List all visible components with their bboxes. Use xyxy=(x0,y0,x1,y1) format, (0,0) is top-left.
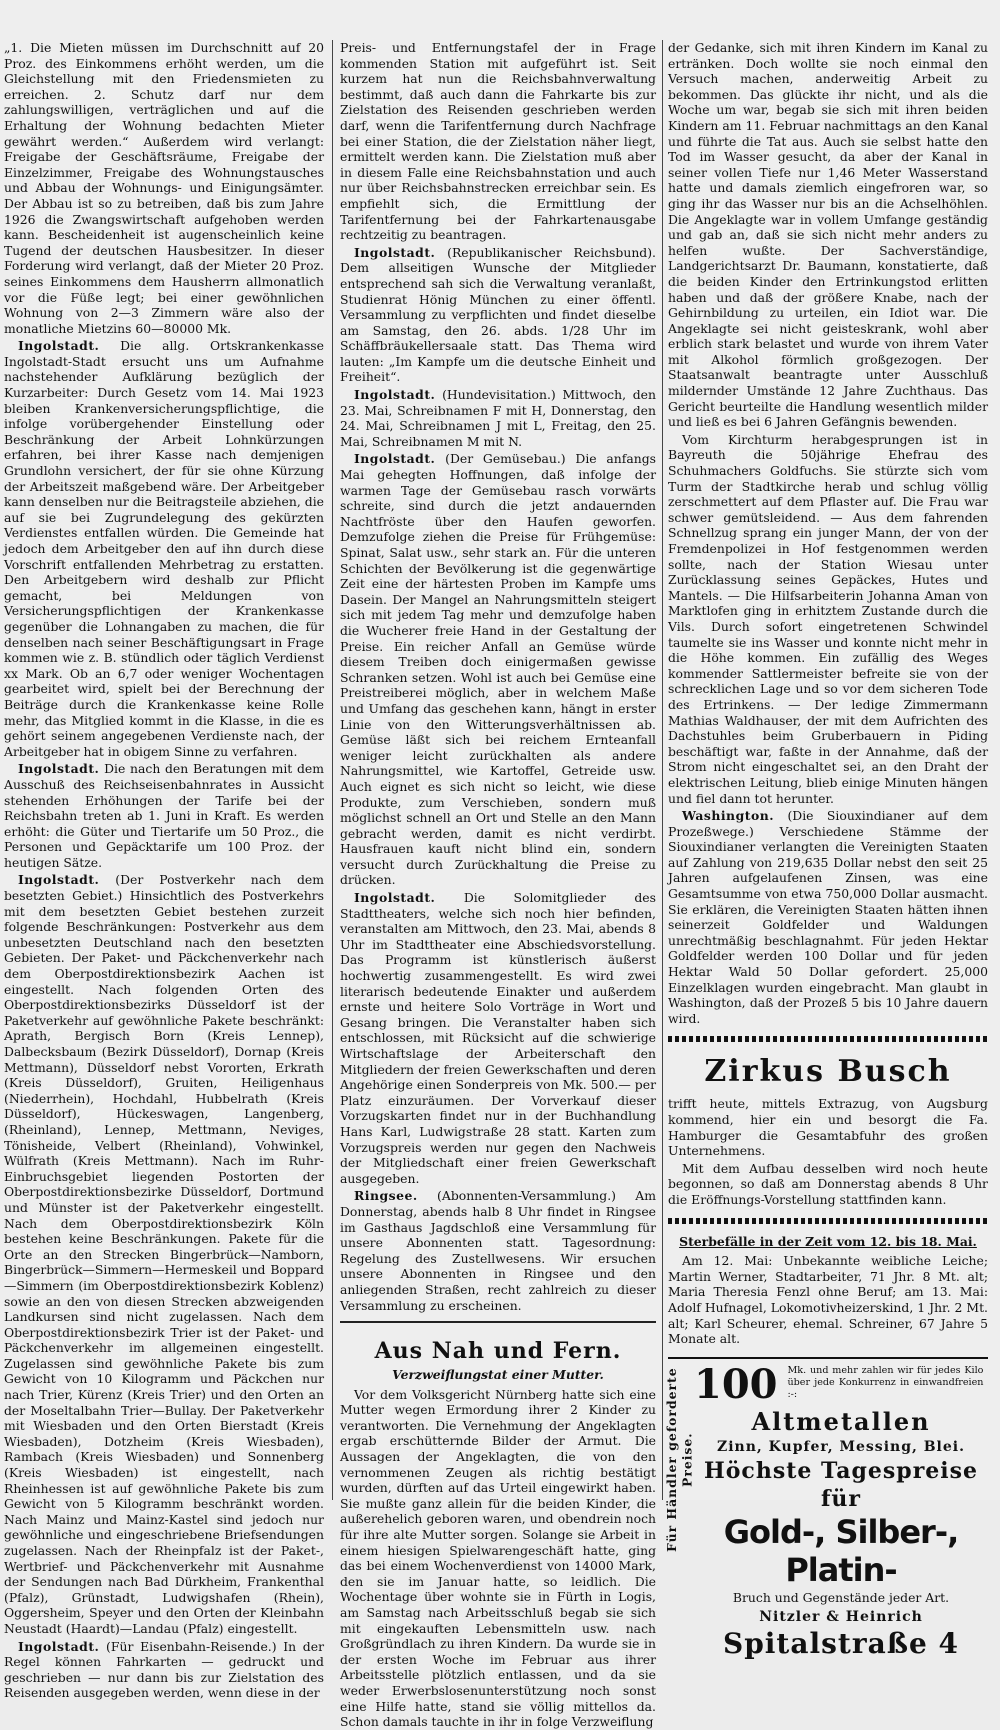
circus-ad-text: Mit dem Aufbau desselben wird noch heute begonnen, so daß am Donnerstag abends 8 Uhr die Eröffnungs-Vorstellung stattfinden kann. xyxy=(668,1160,988,1207)
article-rail-tariffs: Ingolstadt. Die nach den Beratungen mit dem Ausschuß des Reichseisenbahnrates in Aussicht stehenden Erhöhungen der Tarife bei der Reichsbahn treten ab 1. Juni in Kraft. Es werden erhöht: die Güter und Tiertarife um 50 Proz., die Personen und Gepäcktarife um 100 Proz. der heutigen Sätze. xyxy=(4,761,324,870)
metal-ad-line: Höchste Tagespreise für xyxy=(703,1457,979,1512)
metal-ad-line: Bruch und Gegenstände jeder Art. xyxy=(732,1589,950,1605)
metal-ad-line: Gold-, Silber-, Platin- xyxy=(723,1512,959,1589)
column-left xyxy=(4,40,324,1701)
article-ringsee-meeting: Ringsee. (Abonnenten-Versammlung.) Am Donnerstag, abends halb 8 Uhr findet in Ringsee im Gasthaus Jagdschloß eine Versammlung für unsere Abonnenten statt. Tagesordnung: Regelung des Zustellwesens. Wir ersuchen unsere Abonnenten in Ringsee und den anliegenden Straßen, recht zahlreich zu dieser Versammlung zu erscheinen. xyxy=(340,1188,656,1313)
section-subtitle: Verzweiflungstat einer Mutter. xyxy=(392,1367,604,1383)
section-title: Aus Nah und Fern. xyxy=(374,1338,622,1365)
dateline: Ringsee. xyxy=(354,1188,418,1204)
death-notices: Am 12. Mai: Unbekannte weibliche Leiche; Martin Werner, Stadtarbeiter, 71 Jhr. 8 Mt. alt; Maria Theresia Fenzl ohne Beruf; am 13. Mai: Adolf Hufnagel, Lokomotivheizerskind, 1 Jhr. 2 Mt. alt; Karl Scheurer, ehemal. Schreiner, 67 Jahre 5 Monate alt. xyxy=(668,1253,988,1347)
column-rule xyxy=(662,40,663,1500)
death-notices-title: Sterbefälle in der Zeit vom 12. bis 18. Mai. xyxy=(679,1233,977,1249)
metal-ad-side-text: Für Händler geforderte Preise. xyxy=(664,1367,695,1553)
dateline: Ingolstadt. xyxy=(18,338,100,354)
dateline: Ingolstadt. xyxy=(354,451,436,467)
dateline: Ingolstadt. xyxy=(18,761,100,777)
section-divider xyxy=(340,1321,656,1323)
metal-ad-line: Altmetallen xyxy=(751,1406,931,1436)
article-rail-travelers: Ingolstadt. (Für Eisenbahn-Reisende.) In der Regel können Fahrkarten — gedruckt und geschrieben — nur dann bis zur Zielstation des Reisenden ausgegeben werden, wenn diese in der xyxy=(4,1638,324,1701)
article-regional-news: Vom Kirchturm herabgesprungen ist in Bayreuth die 50jährige Ehefrau des Schuhmachers Goldfuchs. Sie stürzte sich vom Turm der Stadtkirche herab und schlug völlig zerschmettert auf dem Pflaster auf. Die Frau war schwer gemütsleidend. — Aus dem fahrenden Schnellzug sprang ein junger Mann, der von der Fremdenpolizei in Hof festgenommen werden sollte, nach der Station Wiesau unter Zurücklassung seines Gepäckes, Hutes und Mantels. — Die Hilfsarbeiterin Johanna Aman von Marktlofen ging in erhitztem Zustande durch die Vils. Durch sofort eingetretenen Schwindel taumelte sie ins Wasser und konnte nicht mehr in die Höhe kommen. Ein zufällig des Weges kommender Sattlermeister befreite sie von der schrecklichen Lage und so vor dem sicheren Tode des Ertrinkens. — Der ledige Zimmermann Mathias Waldhauser, der mit dem Aufrichten des Dachstuhles beim Gruberbauern in Piding beschäftigt war, faßte in der Annahme, daß der Strom nicht eingeschaltet sei, an den Draht der elektrischen Leitung, blieb einige Minuten hängen und fiel dann tot herunter. xyxy=(668,431,988,806)
metal-ad-small-text: Mk. und mehr zahlen wir für jedes Kilo über jede Konkurrenz in einwandfreien :-: xyxy=(787,1364,984,1400)
article-vegetables: Ingolstadt. (Der Gemüsebau.) Die anfangs Mai gehegten Hoffnungen, daß infolge der warmen Tage der Gemüsebau rasch vorwärts schreite, sind durch die jetzt andauernden Nachtfröste über den Haufen geworfen. Demzufolge ziehen die Preise für Frühgemüse: Spinat, Salat usw., sehr stark an. Für die unteren Schichten der Bevölkerung ist die gegenwärtige Zeit eine der härtesten Proben im Kampfe ums Dasein. Der Mangel an Nahrungsmitteln steigert sich mit jedem Tag mehr und demzufolge haben die Wucherer freie Hand in der Gestaltung der Preise. Ein reicher Anfall an Gemüse würde diesem Treiben doch einigermaßen gewisse Schranken setzen. Wohl ist auch bei Gemüse eine Preistreiberei möglich, aber in welchem Maße und Umfang das geschehen kann, hängt in erster Linie von den Witterungsverhältnissen ab. Gemüse läßt sich bei reichem Ernteanfall weniger leicht zurückhalten als andere Nahrungsmittel, wie Kartoffel, Getreide usw. Auch eignet es sich nicht so leicht, wie diese Produkte, zum Verschieben, sondern muß möglichst schnell an Ort und Stelle an den Mann gebracht werden, damit es nicht verdirbt. Hausfrauen kauft nicht blind ein, sondern versucht durch Zurückhaltung die Preise zu drücken. xyxy=(340,451,656,888)
metal-ad-line: Zinn, Kupfer, Messing, Blei. xyxy=(717,1438,965,1455)
dateline: Ingolstadt. xyxy=(18,872,100,888)
article-mother-despair: Vor dem Volksgericht Nürnberg hatte sich eine Mutter wegen Ermordung ihrer 2 Kinder zu verantworten. Die Vernehmung der Angeklagten ergab erschütternde Bilder der Armut. Die Aussagen der Angeklagten, die von den vernommenen Zeugen als richtig bestätigt wurden, dürften auf das Urteil eingewirkt haben. Sie mußte ganz allein für die beiden Kinder, die außerehelich geboren waren, und obendrein noch für ihre alte Mutter sorgen. Solange sie Arbeit in einem hiesigen Spielwarengeschäft hatte, ging das bei einem Wochenverdienst von 14000 Mark, den sie im Januar hatte, so leidlich. Die Wochentage über wohnte sie in Fürth in Logis, am Samstag nach Arbeitsschluß begab sie sich mit eingekauften Lebensmitteln usw. nach Großgründlach zu ihren Kindern. Da wurde sie in der ersten Woche im Februar aus ihrer Arbeitsstelle plötzlich entlassen, und da sie weder Erwerbslosenunterstützung noch sonst eine Hilfe hatte, stand sie völlig mittellos da. Schon damals tauchte in ihr in folge Verzweiflung xyxy=(340,1386,656,1730)
dateline: Washington. xyxy=(682,808,775,824)
dateline: Ingolstadt. xyxy=(18,1638,100,1654)
metal-ad-address: Spitalstraße 4 xyxy=(722,1626,960,1660)
circus-ad-title: Zirkus Busch xyxy=(704,1054,952,1090)
metal-ad-company: Nitzler & Heinrich xyxy=(759,1608,923,1625)
dateline: Ingolstadt. xyxy=(354,890,436,906)
metal-ad xyxy=(664,1357,988,1660)
article-postal-traffic: Ingolstadt. (Der Postverkehr nach dem besetzten Gebiet.) Hinsichtlich des Postverkehrs mit dem besetzten Gebiet bestehen zurzeit folgende Beschränkungen: Postverkehr aus dem unbesetzten Deutschland nach den besetzten Gebieten. Der Paket- und Päckchenverkehr nach dem Oberpostdirektionsbezirk Aachen ist eingestellt. Nach folgenden Orten des Oberpostdirektionsbezirks Düsseldorf ist der Paketverkehr auf gewöhnliche Pakete beschränkt: Aprath, Bergisch Born (Kreis Lennep), Dalbecksbaum (Bezirk Düsseldorf), Dornap (Kreis Mettmann), Düsseldorf nebst Vororten, Erkrath (Kreis Düsseldorf), Gruiten, Heiligenhaus (Niederrhein), Hochdahl, Hubbelrath (Kreis Düsseldorf), Hückeswagen, Langenberg, (Rheinland), Lennep, Mettmann, Neviges, Tönisheide, Velbert (Rheinland), Vohwinkel, Wülfrath (Kreis Mettmann). Nach im Ruhr-Einbruchsgebiet liegenden Postorten der Oberpostdirektionsbezirke Düsseldorf, Dortmund und Münster ist der Paketverkehr eingestellt. Nach dem Oberpostdirektionsbezirk Köln bestehen keine Beschränkungen. Pakete für die Orte an den Strecken Bingerbrück—Namborn, Bingerbrück—Simmern—Hermeskeil und Boppard—Simmern (im Oberpostdirektionsbezirk Koblenz) sowie an den von diesen Strecken abzweigenden Landkursen sind nicht zugelassen. Nach dem Oberpostdirektionsbezirk Trier ist der Paket- und Päckchenverkehr im allgemeinen eingestellt. Zugelassen sind gewöhnliche Pakete bis zum Gewicht von 10 Kilogramm und Päckchen nur nach Trier, Kürenz (Kreis Trier) und den Orten an der Moseltalbahn Trier—Bullay. Der Paketverkehr mit Wiesbaden und den Orten Bierstadt (Kreis Wiesbaden), Dotzheim (Kreis Wiesbaden), Rambach (Kreis Wiesbaden) und Sonnenberg (Kreis Wiesbaden) ist eingestellt, nach Rheinhessen ist auf gewöhnliche Pakete bis zum Gewicht von 5 Kilogramm beschränkt worden. Nach Mainz und Mainz-Kastel sind jedoch nur gewöhnliche und eingeschriebene Briefsendungen zugelassen. Nach der Rheinpfalz ist der Paket-, Wertbrief- und Päckchenverkehr mit Ausnahme der Sendungen nach Bad Dürkheim, Frankenthal (Pfalz), Grünstadt, Ludwigshafen (Rhein), Oggersheim, Speyer und den Orten der Kleinbahn Neustadt (Haardt)—Landau (Pfalz) eingestellt. xyxy=(4,872,324,1636)
metal-ad-header xyxy=(694,1360,988,1408)
circus-ad xyxy=(668,1096,988,1207)
article-dog-inspection: Ingolstadt. (Hundevisitation.) Mittwoch, den 23. Mai, Schreibnamen F mit H, Donnerstag, den 24. Mai, Schreibnamen J mit L, Freitag, den 25. Mai, Schreibnamen M mit N. xyxy=(340,387,656,449)
article-mother-despair-cont: der Gedanke, sich mit ihren Kindern im Kanal zu ertränken. Doch wollte sie noch einmal den Versuch machen, anderweitig Arbeit zu bekommen. Das glückte ihr nicht, und als die Woche um war, begab sie sich mit ihren beiden Kindern am 11. Februar nachmittags an den Kanal und führte die Tat aus. Auch sie selbst hatte den Tod im Wasser gesucht, da aber der Kanal in seiner vollen Tiefe nur 1,46 Meter Wasserstand hatte und damals ziemlich eingefroren war, so ging ihr das Wasser nur bis an die Achselhöhlen. Die Angeklagte war in vollem Umfange geständig und gab an, daß sie sich nicht mehr anders zu helfen wußte. Der Sachverständige, Landgerichtsarzt Dr. Baumann, konstatierte, daß die beiden Kinder den Ertrinkungstod erlitten haben und daß der größere Knabe, nach der Gehirnbildung zu urteilen, ein Idiot war. Die Angeklagte sei nicht geisteskrank, wohl aber erblich stark belastet und wurde von ihrem Vater mit Alkohol förmlich großgezogen. Der Staatsanwalt beantragte unter Ausschluß mildernder Umstände 12 Jahre Zuchthaus. Das Gericht beurteilte die Handlung wesentlich milder und ließ es bei 6 Jahren Gefängnis bewenden. xyxy=(668,40,988,430)
circus-ad-text: trifft heute, mittels Extrazug, von Augsburg kommend, hier ein und besorgt die Fa. Hamburger die Gesamtabfuhr des großen Unternehmens. xyxy=(668,1096,988,1159)
column-rule xyxy=(332,40,333,1500)
article-republican-league: Ingolstadt. (Republikanischer Reichsbund). Dem allseitigen Wunsche der Mitglieder entsprechend sah sich die Verwaltung veranlaßt, Studienrat Hönig München zu einer öffentl. Versammlung zu verpflichten und findet dieselbe am Samstag, den 26. abds. 1/28 Uhr im Schäffbräukellersaale statt. Das Thema wird lauten: „Im Kampfe um die deutsche Einheit und Freiheit“. xyxy=(340,244,656,385)
ad-divider xyxy=(668,1036,988,1042)
metal-ad-main xyxy=(694,1360,988,1661)
dateline: Ingolstadt. xyxy=(354,387,436,403)
dateline: Ingolstadt. xyxy=(354,244,436,260)
article-health-insurance: Ingolstadt. Die allg. Ortskrankenkasse Ingolstadt-Stadt ersucht uns um Aufnahme nachstehender Aufklärung bezüglich der Kurzarbeiter: Durch Gesetz vom 14. Mai 1923 bleiben Krankenversicherungspflichtige, die infolge vorübergehender Einstellung oder Beschränkung der Arbeit Lohnkürzungen erfahren, bei ihrer Kasse nach demjenigen Grundlohn versichert, der für sie ohne Kürzung der Arbeitszeit maßgebend wäre. Der Arbeitgeber kann denselben nur die Beitragsteile abziehen, die auf sie bei Zugrundelegung des gekürzten Verdienstes entfallen würden. Die Gemeinde hat jedoch dem Arbeitgeber den auf ihn durch diese Vorschrift entfallenden Mehrbetrag zu erstatten. Den Arbeitgebern wird deshalb zur Pflicht gemacht, bei Meldungen von Versicherungspflichtigen der Krankenkasse gegenüber die Lohnangaben zu machen, die für denselben nach seiner Beschäftigungsart in Frage kommen wie z. B. stündlich oder täglich Verdienst xx Mark. Ob an 6,7 oder weniger Wochentagen gearbeitet wird, spielt bei der Berechnung der Beiträge durch die Krankenkasse keine Rolle mehr, das Mitglied kommt in die Klasse, in die es gehört seinem angegebenen Verdienste nach, der Arbeitgeber hat in obigem Sinne zu verfahren. xyxy=(4,338,324,759)
column-right xyxy=(664,40,988,1660)
column-middle xyxy=(340,40,656,1730)
metal-ad-number: 100 xyxy=(694,1360,778,1408)
article-sioux: Washington. (Die Siouxindianer auf dem Prozeßwege.) Verschiedene Stämme der Siouxindianer verlangten die Vereinigten Staaten auf Zahlung von 219,635 Dollar nebst den seit 25 Jahren aufgelaufenen Zinsen, was eine Gesamtsumme von etwa 750,000 Dollar ausmacht. Sie erklären, die Vereinigten Staaten hätten ihnen seinerzeit Goldfelder und Waldungen unrechtmäßig beschlagnahmt. Für jeden Hektar Goldfelder werden 100 Dollar und für jeden Hektar Wald 50 Dollar gefordert. 25,000 Einzelklagen wurden eingebracht. Man glaubt in Washington, daß der Prozeß 5 bis 10 Jahre dauern wird. xyxy=(668,808,988,1026)
article-rail-travelers-cont: Preis- und Entfernungstafel der in Frage kommenden Station mit aufgeführt ist. Seit kurzem hat nun die Reichsbahnverwaltung bestimmt, daß auch dann die Fahrkarte bis zur Zielstation des Reisenden geschrieben werden darf, wenn die Tarifentfernung durch Nachfrage bei einer Station, die der Zielstation näher liegt, ermittelt werden kann. Die Zielstation muß aber in diesem Falle eine Reichsbahnstation und auch nur über Reichsbahnstrecken erreichbar sein. Es empfiehlt sich, die Ermittlung der Tarifentfernung bei der Fahrkartenausgabe rechtzeitig zu beantragen. xyxy=(340,40,656,243)
article-theater: Ingolstadt. Die Solomitglieder des Stadttheaters, welche sich noch hier befinden, veranstalten am Mittwoch, den 23. Mai, abends 8 Uhr im Stadttheater eine Abschiedsvorstellung. Das Programm ist künstlerisch äußerst hochwertig zusammengestellt. Es wird zwei literarisch bedeutende Einakter und außerdem ernste und heitere Solo Vorträge in Wort und Gesang bringen. Die Veranstalter haben sich entschlossen, mit Rücksicht auf die schwierige Wirtschaftslage der Arbeiterschaft den Mitgliedern der freien Gewerkschaften und deren Angehörige einen Sonderpreis von Mk. 500.— per Platz einzuräumen. Der Vorverkauf dieser Vorzugskarten findet nur in der Buchhandlung Hans Karl, Ludwigstraße 28 statt. Karten zum Vorzugspreis werden nur gegen den Nachweis der Mitgliedschaft einer freien Gewerkschaft ausgegeben. xyxy=(340,890,656,1186)
article-rent-demands: „1. Die Mieten müssen im Durchschnitt auf 20 Proz. des Einkommens erhöht werden, um die Gleichstellung mit den Friedensmieten zu erreichen. 2. Schutz darf nur dem zahlungswilligen, verträglichen und auf die Erhaltung der Wohnung bedachten Mieter gewährt werden.“ Außerdem wird verlangt: Freigabe der Geschäftsräume, Freigabe der Einzelzimmer, Freigabe des Wohnungstausches und Abbau der Wohnungs- und Einigungsämter. Der Abbau ist so zu betreiben, daß bis zum Jahre 1926 die Zwangswirtschaft aufgehoben werden kann. Bescheidenheit ist augenscheinlich keine Tugend der deutschen Hausbesitzer. In dieser Forderung wird verlangt, daß der Mieter 20 Proz. seines Einkommens dem Hausherrn allmonatlich vor die Füße legt; bei einer gewöhnlichen Wohnung von 2—3 Zimmern wäre also der monatliche Mietzins 60—80000 Mk. xyxy=(4,40,324,336)
ad-divider xyxy=(668,1218,988,1224)
